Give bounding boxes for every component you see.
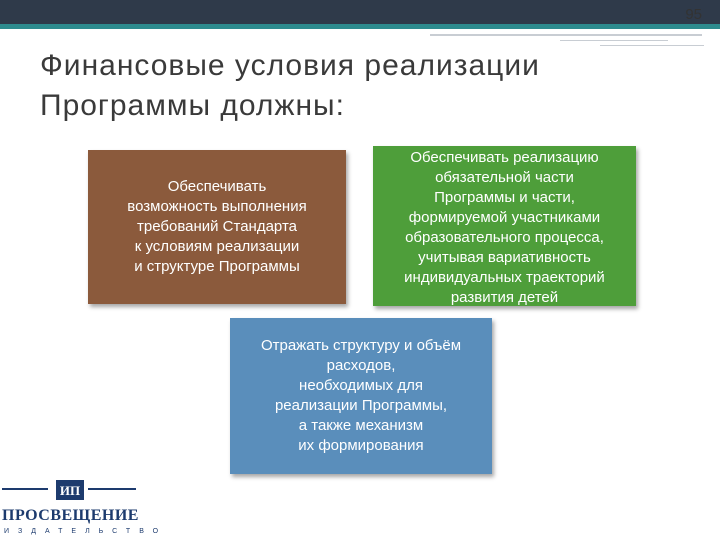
slide-title	[40, 46, 680, 126]
logo-mark-letters: ИП	[59, 483, 81, 498]
logo-subtitle: ИЗДАТЕЛЬСТВО	[4, 528, 168, 535]
requirement-box-expenses	[230, 318, 492, 474]
requirement-box-standard-text: Обеспечивать возможность выполнения требований Стандарта к условиям реализации и структуре Программы	[127, 178, 307, 275]
top-bar-accent	[0, 24, 720, 29]
requirement-box-program	[373, 146, 636, 306]
publisher-logo	[0, 478, 168, 540]
decorative-line	[430, 34, 702, 36]
top-bar	[0, 0, 720, 24]
decorative-line	[560, 40, 668, 41]
slide-title-text: Финансовые условия реализации Программы должны:	[40, 49, 540, 122]
logo-wordmark: ПРОСВЕЩЕНИЕ	[2, 507, 139, 524]
requirement-box-program-text: Обеспечивать реализацию обязательной части Программы и части, формируемой участниками образовательного процесса, учитывая вариативность индивидуальных траекторий развития детей	[404, 149, 605, 306]
page-number: 95	[685, 6, 702, 23]
requirement-box-standard	[88, 150, 346, 304]
requirement-box-expenses-text: Отражать структуру и объём расходов, необходимых для реализации Программы, а также механизм их формирования	[260, 337, 462, 454]
logo-mark-icon	[0, 478, 140, 502]
